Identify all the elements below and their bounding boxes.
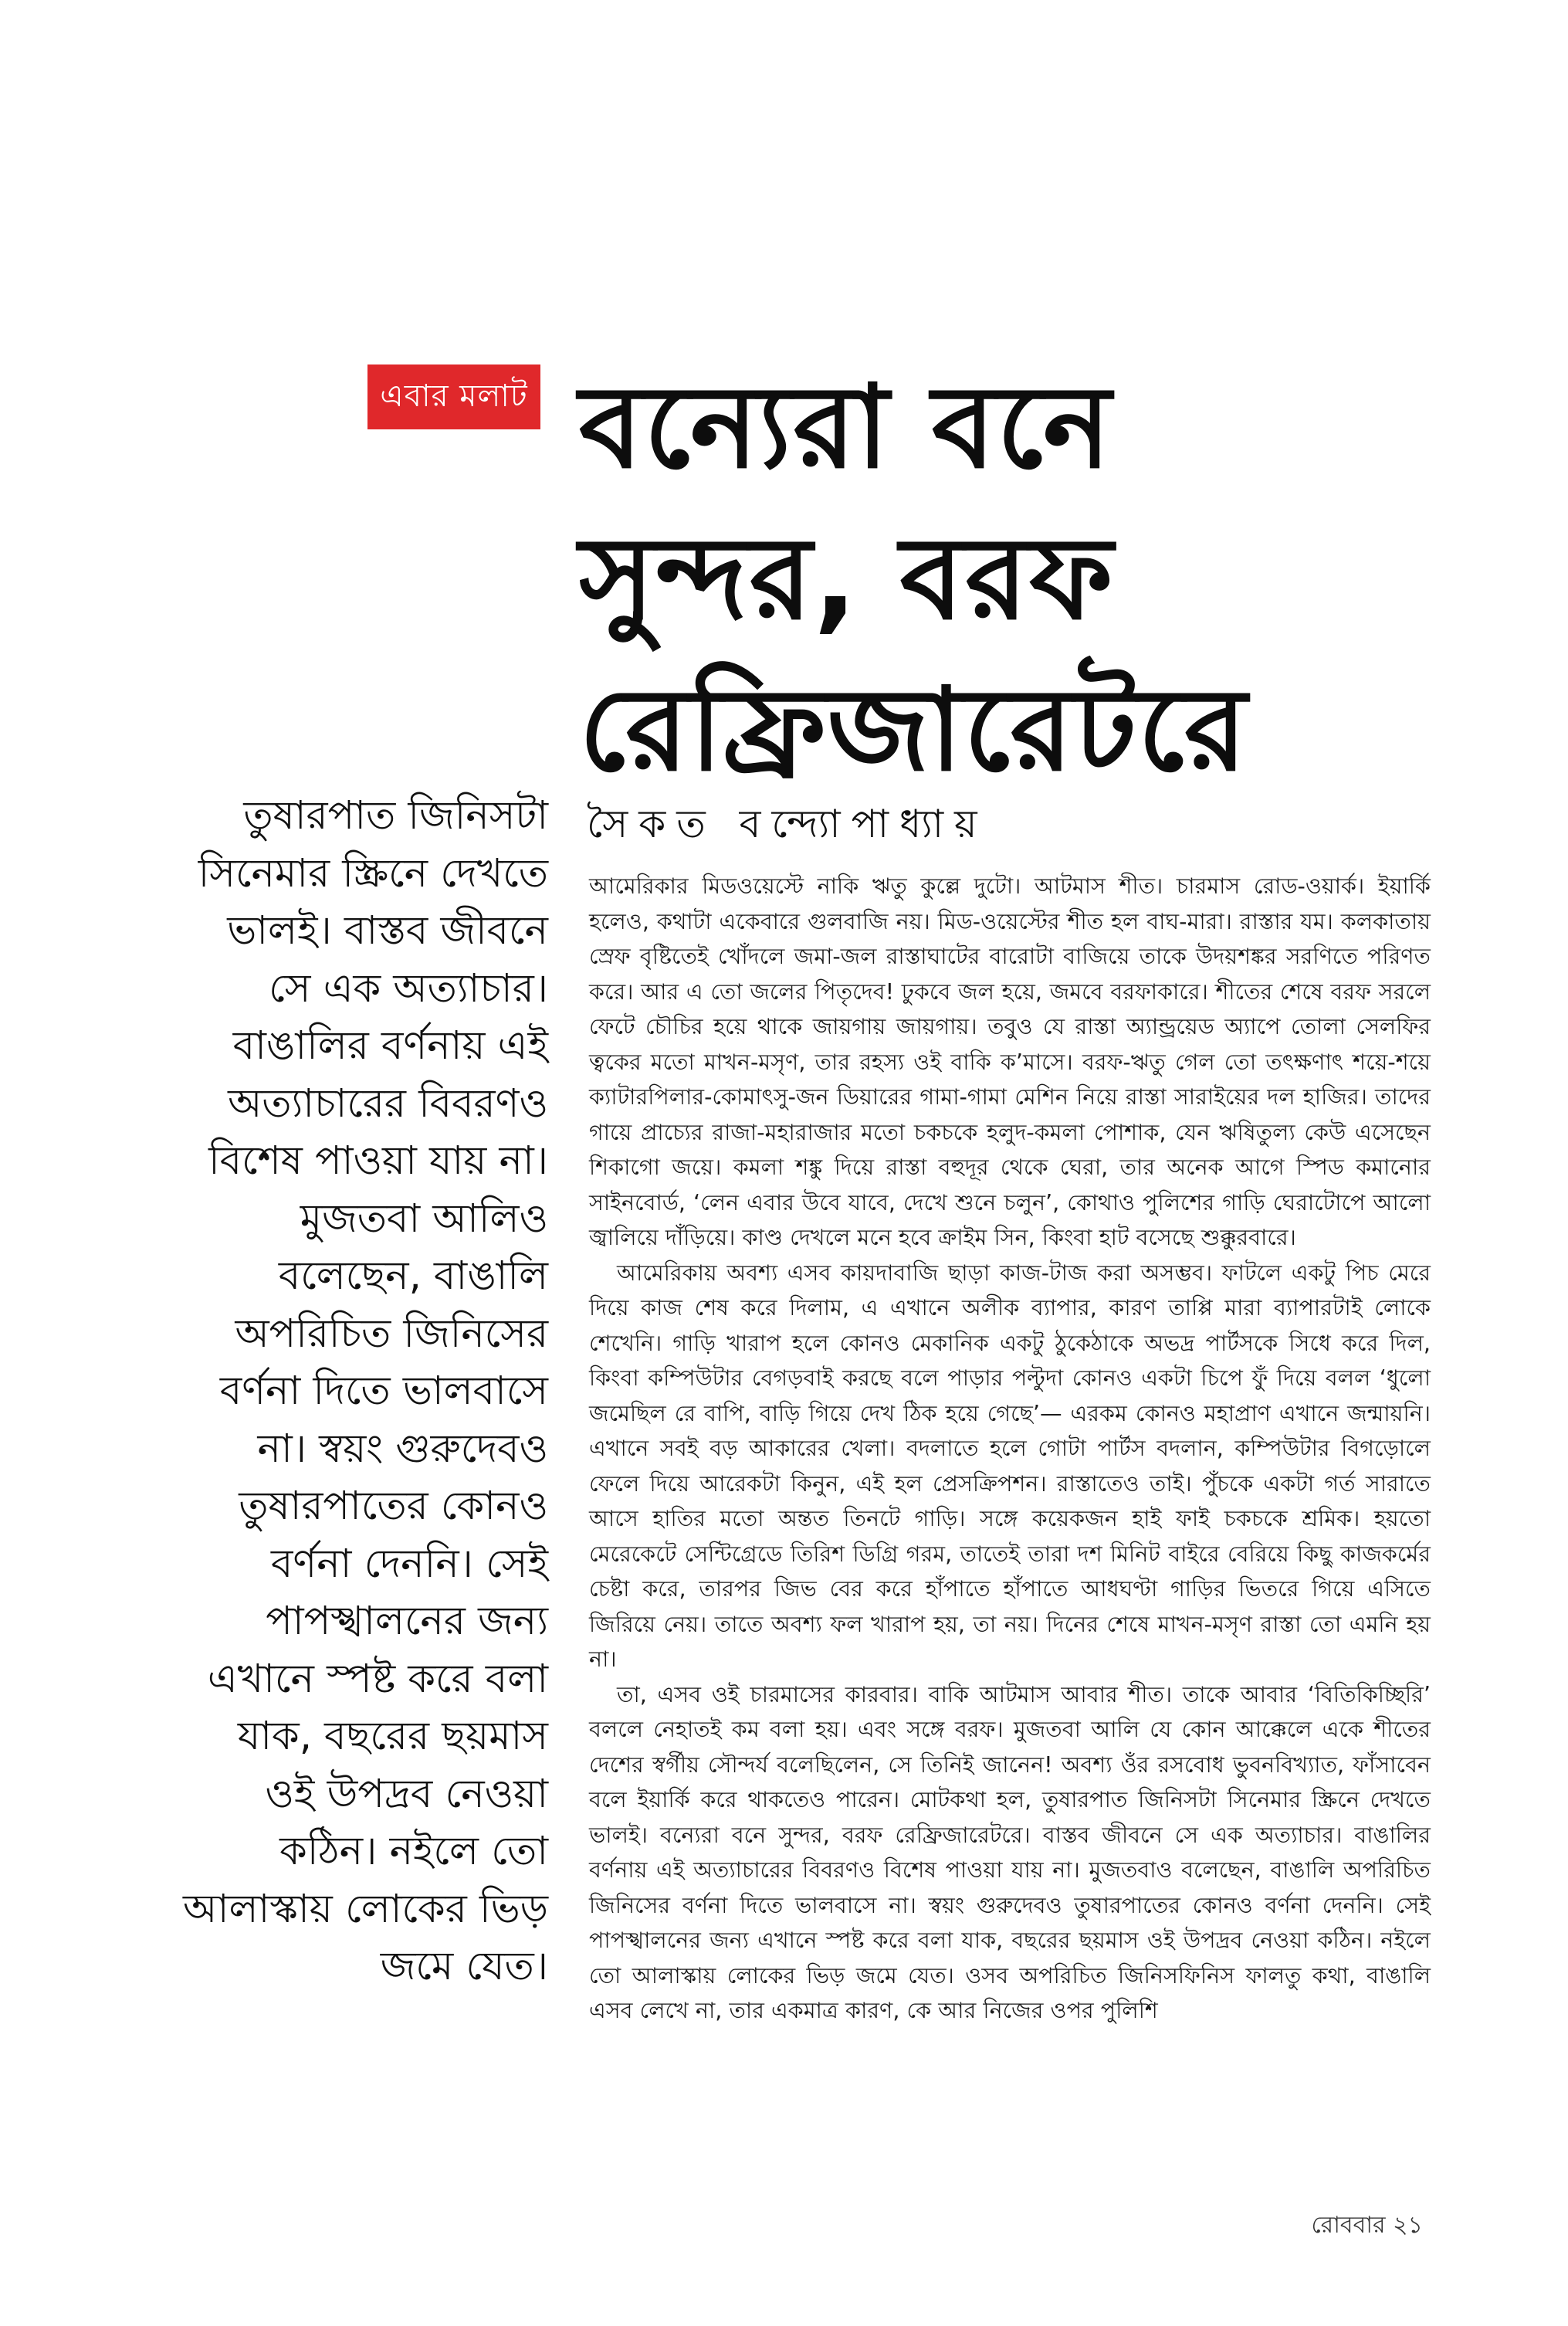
- pullquote-line: আলাস্কায় লোকের ভিড়: [183, 1886, 548, 1932]
- pullquote-line: অত্যাচারের বিবরণও: [228, 1080, 548, 1127]
- pullquote-line: বাঙালির বর্ণনায় এই: [232, 1023, 548, 1069]
- body-paragraph: আমেরিকার মিডওয়েস্টে নাকি ঋতু কুল্লে দুটো। আটমাস শীত। চারমাস রোড-ওয়ার্ক। ইয়ার্কি হলেও, কথাটা একেবারে গুলবাজি নয়। মিড-ওয়েস্টের শীত হল বাঘ-মারা। রাস্তার যম। কলকাতায় স্রেফ বৃষ্টিতেই খোঁদলে জমা-জল রাস্তাঘাটের বারোটা বাজিয়ে তাকে উদয়শঙ্কর সরণিতে পরিণত করে। আর এ তো জলের পিতৃদেব! ঢুকবে জল হয়ে, জমবে বরফাকারে। শীতের শেষে বরফ সরলে ফেটে চৌচির হয়ে থাকে জায়গায় জায়গায়। তবুও যে রাস্তা অ্যান্ড্রয়েড অ্যাপে তোলা সেলফির ত্বকের মতো মাখন-মসৃণ, তার রহস্য ওই বাকি ক’মাসে। বরফ-ঋতু গেল তো তৎক্ষণাৎ শয়ে-শয়ে ক্যাটারপিলার-কোমাৎসু-জন ডিয়ারের গামা-গামা মেশিন নিয়ে রাস্তা সারাইয়ের দল হাজির। তাদের গায়ে প্রাচ্যের রাজা-মহারাজার মতো চকচকে হলুদ-কমলা পোশাক, যেন ঋষিতুল্য কেউ এসেছেন শিকাগো জয়ে। কমলা শঙ্কু দিয়ে রাস্তা বহুদূর থেকে ঘেরা, তার অনেক আগে স্পিড কমানোর সাইনবোর্ড, ‘লেন এবার উবে যাবে, দেখে শুনে চলুন’, কোথাও পুলিশের গাড়ি ঘেরাটোপে আলো জ্বালিয়ে দাঁড়িয়ে। কাণ্ড দেখলে মনে হবে ক্রাইম সিন, কিংবা হাট বসেছে শুক্কুরবারে।: [589, 873, 1431, 1250]
- body-paragraph: তা, এসব ওই চারমাসের কারবার। বাকি আটমাস আবার শীত। তাকে আবার ‘বিতিকিচ্ছিরি’ বললে নেহাতই কম বলা হয়। এবং সঙ্গে বরফ। মুজতবা আলি যে কোন আক্কেলে একে শীতের দেশের স্বর্গীয় সৌন্দর্য বলেছিলেন, সে তিনিই জানেন! অবশ্য ওঁর রসবোধ ভুবনবিখ্যাত, ফাঁসাবেন বলে ইয়ার্কি করে থাকতেও পারেন। মোটকথা হল, তুষারপাত জিনিসটা সিনেমার স্ক্রিনে দেখতে ভালই। বন্যেরা বনে সুন্দর, বরফ রেফ্রিজারেটরে। বাস্তব জীবনে সে এক অত্যাচার। বাঙালির বর্ণনায় এই অত্যাচারের বিবরণও বিশেষ পাওয়া যায় না। মুজতবাও বলেছেন, বাঙালি অপরিচিত জিনিসের বর্ণনা দিতে ভালবাসে না। স্বয়ং গুরুদেবও তুষারপাতের কোনও বর্ণনা দেননি। সেই পাপস্খালনের জন্য এখানে স্পষ্ট করে বলা যাক, বছরের ছয়মাস ওই উপদ্রব নেওয়া কঠিন। নইলে তো আলাস্কায় লোকের ভিড় জমে যেত। ওসব অপরিচিত জিনিসফিনিস ফালতু কথা, বাঙালি এসব লেখে না, তার একমাত্র কারণ, কে আর নিজের ওপর পুলিশি: [589, 1680, 1431, 2023]
- body-paragraph: আমেরিকায় অবশ্য এসব কায়দাবাজি ছাড়া কাজ-টাজ করা অসম্ভব। ফাটলে একটু পিচ মেরে দিয়ে কাজ শেষ করে দিলাম, এ এখানে অলীক ব্যাপার, কারণ তাপ্পি মারা ব্যাপারটাই লোকে শেখেনি। গাড়ি খারাপ হলে কোনও মেকানিক একটু ঠুকেঠাকে অভদ্র পার্টসকে সিধে করে দিল, কিংবা কম্পিউটার বেগড়বাই করছে বলে পাড়ার পল্টুদা কোনও একটা চিপে ফুঁ দিয়ে বলল ‘ধুলো জমেছিল রে বাপি, বাড়ি গিয়ে দেখ ঠিক হয়ে গেছে’— এরকম কোনও মহাপ্রাণ এখানে জন্মায়নি। এখানে সবই বড় আকারের খেলা। বদলাতে হলে গোটা পার্টস বদলান, কম্পিউটার বিগড়োলে ফেলে দিয়ে আরেকটা কিনুন, এই হল প্রেসক্রিপশন। রাস্তাতেও তাই। পুঁচকে একটা গর্ত সারাতে আসে হাতির মতো অন্তত তিনটে গাড়ি। সঙ্গে কয়েকজন হাই ফাই চকচকে শ্রমিক। হয়তো মেরেকেটে সেন্টিগ্রেডে তিরিশ ডিগ্রি গরম, তাতেই তারা দশ মিনিট বাইরে বেরিয়ে কিছু কাজকর্মের চেষ্টা করে, তারপর জিভ বের করে হাঁপাতে হাঁপাতে আধঘণ্টা গাড়ির ভিতরে গিয়ে এসিতে জিরিয়ে নেয়। তাতে অবশ্য ফল খারাপ হয়, তা নয়। দিনের শেষে মাখন-মসৃণ রাস্তা তো এমনি হয় না।: [589, 1259, 1431, 1672]
- pullquote-line: অপরিচিত জিনিসের: [235, 1310, 548, 1357]
- pullquote-line: বিশেষ পাওয়া যায় না।: [208, 1138, 548, 1184]
- pullquote-line: মুজতবা আলিও: [300, 1195, 548, 1242]
- pullquote-line: কঠিন। নইলে তো: [279, 1829, 548, 1874]
- pullquote-line: যাক, বছরের ছয়মাস: [237, 1714, 548, 1759]
- pullquote-line: জমে যেত।: [380, 1944, 548, 1989]
- pullquote-line: বলেছেন, বাঙালি: [278, 1253, 548, 1299]
- pullquote-line: তুষারপাত জিনিসটা: [243, 793, 548, 839]
- pullquote-line: বর্ণনা দেননি। সেই: [271, 1541, 548, 1587]
- headline: [579, 351, 1521, 805]
- headline-line: বন্যেরা বনে: [579, 361, 1113, 493]
- pullquote-line: ওই উপদ্রব নেওয়া: [265, 1771, 548, 1817]
- pullquote-line: ভালই। বাস্তব জীবনে: [227, 908, 548, 954]
- byline: সৈকত বন্দ্যোপাধ্যায়: [587, 802, 988, 846]
- pullquote-line: তুষারপাতের কোনও: [239, 1483, 548, 1529]
- headline-line: রেফ্রিজারেটরে: [579, 663, 1249, 796]
- pullquote-line: সিনেমার স্ক্রিনে দেখতে: [198, 850, 548, 897]
- pullquote: [147, 788, 548, 1996]
- article-body: [589, 869, 1431, 2029]
- section-tag: এবার মলাট: [367, 364, 540, 429]
- pullquote-line: না। স্বয়ং গুরুদেবও: [257, 1426, 548, 1472]
- pullquote-line: বর্ণনা দিতে ভালবাসে: [219, 1368, 548, 1414]
- pullquote-line: সে এক অত্যাচার।: [269, 965, 548, 1012]
- page-folio: রোববার ২১: [1311, 2212, 1423, 2239]
- headline-line: সুন্দর, বরফ: [579, 512, 1115, 645]
- pullquote-line: পাপস্খালনের জন্য: [266, 1599, 548, 1644]
- pullquote-line: এখানে স্পষ্ট করে বলা: [207, 1656, 548, 1702]
